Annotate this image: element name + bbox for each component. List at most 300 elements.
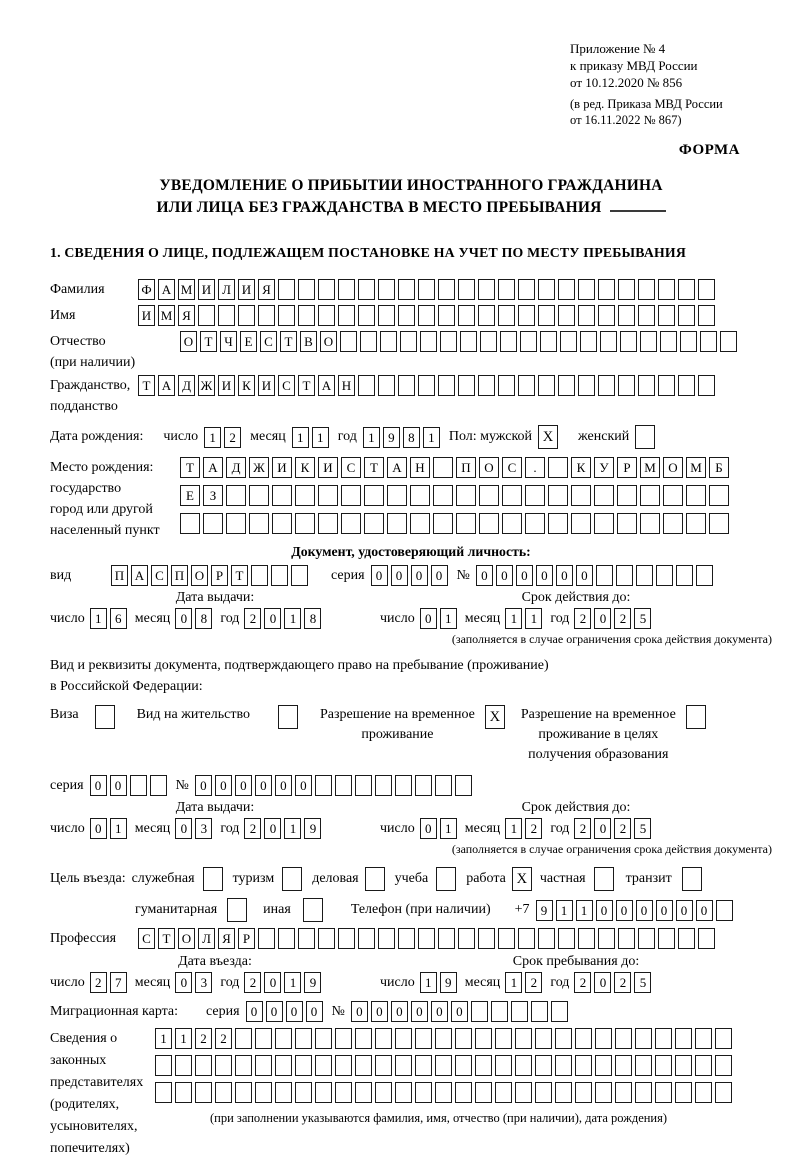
birthplace-cell[interactable]	[410, 485, 430, 506]
representatives-cell[interactable]	[615, 1082, 632, 1103]
citizenship-cell[interactable]	[538, 375, 555, 396]
birthplace-cell[interactable]	[433, 485, 453, 506]
profession-cell[interactable]	[298, 928, 315, 949]
phone-digit-cell[interactable]: 1	[556, 900, 573, 921]
migration-series-cell[interactable]: 0	[286, 1001, 303, 1022]
birthplace-cell[interactable]	[663, 513, 683, 534]
profession-cell[interactable]	[518, 928, 535, 949]
representatives-cell[interactable]	[455, 1028, 472, 1049]
birthplace-cell[interactable]: К	[571, 457, 591, 478]
representatives-cell[interactable]	[235, 1082, 252, 1103]
representatives-cell[interactable]	[275, 1055, 292, 1076]
patronymic-cell[interactable]: Т	[200, 331, 217, 352]
doc-kind-cell[interactable]: Р	[211, 565, 228, 586]
rvp-issue-day-cell[interactable]: 0	[90, 818, 107, 839]
representatives-cell[interactable]	[575, 1082, 592, 1103]
residence-number-cell[interactable]	[315, 775, 332, 796]
entry-date-year-cell[interactable]: 9	[304, 972, 321, 993]
rvp-issue-year-cell[interactable]: 9	[304, 818, 321, 839]
patronymic-cell[interactable]	[500, 331, 517, 352]
patronymic-cell[interactable]	[640, 331, 657, 352]
birthplace-cell[interactable]	[617, 485, 637, 506]
birthplace-cell[interactable]	[571, 485, 591, 506]
representatives-cell[interactable]	[375, 1055, 392, 1076]
profession-cell[interactable]	[378, 928, 395, 949]
representatives-cell[interactable]	[655, 1028, 672, 1049]
profession-cell[interactable]: Л	[198, 928, 215, 949]
rvp-issue-month-cell[interactable]: 0	[175, 818, 192, 839]
citizenship-cell[interactable]	[598, 375, 615, 396]
passport-issue-year-cell[interactable]: 8	[304, 608, 321, 629]
representatives-cell[interactable]	[695, 1028, 712, 1049]
representatives-cell[interactable]	[415, 1028, 432, 1049]
entry-date-month-cell[interactable]: 3	[195, 972, 212, 993]
surname-cell[interactable]	[478, 279, 495, 300]
residence-series-cell[interactable]	[150, 775, 167, 796]
migration-number-cell[interactable]: 0	[411, 1001, 428, 1022]
representatives-cell[interactable]	[655, 1055, 672, 1076]
firstname-cell[interactable]	[258, 305, 275, 326]
profession-cell[interactable]: О	[178, 928, 195, 949]
visa-checkbox[interactable]	[95, 705, 115, 729]
surname-cell[interactable]: Я	[258, 279, 275, 300]
birthplace-cell[interactable]	[456, 513, 476, 534]
representatives-cell[interactable]	[595, 1082, 612, 1103]
citizenship-cell[interactable]	[378, 375, 395, 396]
female-checkbox[interactable]	[635, 425, 655, 449]
profession-cell[interactable]	[338, 928, 355, 949]
citizenship-cell[interactable]: Н	[338, 375, 355, 396]
birthdate-day-cell[interactable]: 1	[204, 427, 221, 448]
representatives-cell[interactable]	[275, 1028, 292, 1049]
phone-digit-cell[interactable]: 0	[696, 900, 713, 921]
patronymic-cell[interactable]: О	[320, 331, 337, 352]
stay-until-day-cell[interactable]: 1	[420, 972, 437, 993]
residence-number-cell[interactable]: 0	[255, 775, 272, 796]
citizenship-cell[interactable]: К	[238, 375, 255, 396]
birthplace-cell[interactable]: Т	[180, 457, 200, 478]
birthplace-cell[interactable]	[709, 485, 729, 506]
firstname-cell[interactable]	[338, 305, 355, 326]
representatives-cell[interactable]	[295, 1082, 312, 1103]
birthplace-cell[interactable]: Р	[617, 457, 637, 478]
purpose-humanitarian-checkbox[interactable]	[227, 898, 247, 922]
firstname-cell[interactable]	[438, 305, 455, 326]
representatives-cell[interactable]	[255, 1055, 272, 1076]
patronymic-cell[interactable]: Е	[240, 331, 257, 352]
patronymic-cell[interactable]	[480, 331, 497, 352]
representatives-cell[interactable]	[155, 1082, 172, 1103]
citizenship-cell[interactable]	[698, 375, 715, 396]
representatives-cell[interactable]	[535, 1055, 552, 1076]
surname-cell[interactable]: Л	[218, 279, 235, 300]
firstname-cell[interactable]	[198, 305, 215, 326]
rvp-expiry-year-cell[interactable]: 5	[634, 818, 651, 839]
entry-date-day-cell[interactable]: 2	[90, 972, 107, 993]
firstname-cell[interactable]	[518, 305, 535, 326]
profession-cell[interactable]	[538, 928, 555, 949]
patronymic-cell[interactable]	[420, 331, 437, 352]
temp-residence-education-checkbox[interactable]	[686, 705, 706, 729]
firstname-cell[interactable]	[498, 305, 515, 326]
representatives-cell[interactable]	[515, 1082, 532, 1103]
representatives-cell[interactable]	[515, 1055, 532, 1076]
doc-number-cell[interactable]: 0	[516, 565, 533, 586]
representatives-cell[interactable]	[175, 1082, 192, 1103]
residence-permit-checkbox[interactable]	[278, 705, 298, 729]
migration-number-cell[interactable]	[471, 1001, 488, 1022]
birthplace-cell[interactable]	[663, 485, 683, 506]
citizenship-cell[interactable]: Т	[138, 375, 155, 396]
birthplace-cell[interactable]	[479, 513, 499, 534]
surname-cell[interactable]	[358, 279, 375, 300]
firstname-cell[interactable]	[418, 305, 435, 326]
phone-digit-cell[interactable]: 0	[676, 900, 693, 921]
stay-until-year-cell[interactable]: 5	[634, 972, 651, 993]
firstname-cell[interactable]	[618, 305, 635, 326]
birthplace-cell[interactable]	[686, 513, 706, 534]
representatives-cell[interactable]	[335, 1082, 352, 1103]
birthplace-cell[interactable]: А	[387, 457, 407, 478]
residence-number-cell[interactable]: 0	[235, 775, 252, 796]
firstname-cell[interactable]	[578, 305, 595, 326]
firstname-cell[interactable]	[558, 305, 575, 326]
representatives-cell[interactable]	[455, 1055, 472, 1076]
birthplace-cell[interactable]: М	[686, 457, 706, 478]
profession-cell[interactable]: Р	[238, 928, 255, 949]
representatives-cell[interactable]	[215, 1082, 232, 1103]
birthplace-cell[interactable]	[295, 513, 315, 534]
birthplace-cell[interactable]: З	[203, 485, 223, 506]
doc-number-cell[interactable]: 0	[476, 565, 493, 586]
purpose-tourism-checkbox[interactable]	[282, 867, 302, 891]
representatives-cell[interactable]	[515, 1028, 532, 1049]
firstname-cell[interactable]	[378, 305, 395, 326]
passport-expiry-month-cell[interactable]: 1	[505, 608, 522, 629]
birthdate-year-cell[interactable]: 8	[403, 427, 420, 448]
residence-series-cell[interactable]: 0	[110, 775, 127, 796]
patronymic-cell[interactable]: В	[300, 331, 317, 352]
birthplace-cell[interactable]	[502, 485, 522, 506]
firstname-cell[interactable]	[658, 305, 675, 326]
representatives-cell[interactable]	[495, 1055, 512, 1076]
birthplace-cell[interactable]: Ж	[249, 457, 269, 478]
birthplace-cell[interactable]	[433, 513, 453, 534]
surname-cell[interactable]	[578, 279, 595, 300]
representatives-cell[interactable]	[315, 1055, 332, 1076]
citizenship-cell[interactable]	[678, 375, 695, 396]
firstname-cell[interactable]: Я	[178, 305, 195, 326]
passport-issue-month-cell[interactable]: 8	[195, 608, 212, 629]
stay-until-month-cell[interactable]: 1	[505, 972, 522, 993]
doc-number-cell[interactable]	[656, 565, 673, 586]
passport-issue-year-cell[interactable]: 2	[244, 608, 261, 629]
stay-until-day-cell[interactable]: 9	[440, 972, 457, 993]
profession-cell[interactable]	[458, 928, 475, 949]
representatives-cell[interactable]	[655, 1082, 672, 1103]
profession-cell[interactable]	[358, 928, 375, 949]
doc-number-cell[interactable]	[616, 565, 633, 586]
birthplace-cell[interactable]: Н	[410, 457, 430, 478]
birthplace-cell[interactable]	[617, 513, 637, 534]
entry-date-year-cell[interactable]: 0	[264, 972, 281, 993]
birthplace-cell[interactable]	[456, 485, 476, 506]
residence-number-cell[interactable]	[435, 775, 452, 796]
purpose-official-checkbox[interactable]	[203, 867, 223, 891]
doc-kind-cell[interactable]: П	[171, 565, 188, 586]
firstname-cell[interactable]	[598, 305, 615, 326]
birthplace-cell[interactable]	[318, 513, 338, 534]
doc-series-cell[interactable]: 0	[411, 565, 428, 586]
representatives-cell[interactable]	[175, 1055, 192, 1076]
patronymic-cell[interactable]	[720, 331, 737, 352]
surname-cell[interactable]: И	[198, 279, 215, 300]
passport-expiry-day-cell[interactable]: 1	[440, 608, 457, 629]
rvp-issue-year-cell[interactable]: 2	[244, 818, 261, 839]
representatives-cell[interactable]	[255, 1028, 272, 1049]
representatives-cell[interactable]	[595, 1055, 612, 1076]
patronymic-cell[interactable]: О	[180, 331, 197, 352]
birthplace-cell[interactable]: С	[341, 457, 361, 478]
representatives-cell[interactable]	[395, 1055, 412, 1076]
migration-number-cell[interactable]: 0	[371, 1001, 388, 1022]
purpose-work-checkbox[interactable]: X	[512, 867, 532, 891]
birthplace-cell[interactable]	[180, 513, 200, 534]
doc-number-cell[interactable]: 0	[576, 565, 593, 586]
birthplace-cell[interactable]	[226, 513, 246, 534]
birthplace-cell[interactable]	[479, 485, 499, 506]
birthplace-cell[interactable]	[203, 513, 223, 534]
patronymic-cell[interactable]: С	[260, 331, 277, 352]
rvp-expiry-year-cell[interactable]: 2	[614, 818, 631, 839]
patronymic-cell[interactable]	[700, 331, 717, 352]
residence-series-cell[interactable]: 0	[90, 775, 107, 796]
firstname-cell[interactable]	[298, 305, 315, 326]
surname-cell[interactable]	[338, 279, 355, 300]
doc-kind-cell[interactable]	[251, 565, 268, 586]
migration-series-cell[interactable]: 0	[266, 1001, 283, 1022]
phone-digit-cell[interactable]: 0	[656, 900, 673, 921]
surname-cell[interactable]	[298, 279, 315, 300]
birthplace-cell[interactable]	[709, 513, 729, 534]
passport-expiry-year-cell[interactable]: 2	[574, 608, 591, 629]
phone-digit-cell[interactable]	[716, 900, 733, 921]
surname-cell[interactable]	[438, 279, 455, 300]
representatives-cell[interactable]	[375, 1028, 392, 1049]
representatives-cell[interactable]	[495, 1082, 512, 1103]
doc-kind-cell[interactable]: П	[111, 565, 128, 586]
entry-date-year-cell[interactable]: 2	[244, 972, 261, 993]
firstname-cell[interactable]	[478, 305, 495, 326]
profession-cell[interactable]	[638, 928, 655, 949]
firstname-cell[interactable]: М	[158, 305, 175, 326]
migration-number-cell[interactable]	[491, 1001, 508, 1022]
surname-cell[interactable]	[538, 279, 555, 300]
phone-digit-cell[interactable]: 0	[596, 900, 613, 921]
patronymic-cell[interactable]	[620, 331, 637, 352]
birthplace-cell[interactable]	[318, 485, 338, 506]
residence-number-cell[interactable]	[395, 775, 412, 796]
passport-issue-day-cell[interactable]: 1	[90, 608, 107, 629]
representatives-cell[interactable]	[335, 1028, 352, 1049]
birthplace-cell[interactable]	[640, 485, 660, 506]
representatives-cell[interactable]: 2	[215, 1028, 232, 1049]
birthplace-cell[interactable]	[525, 513, 545, 534]
male-checkbox[interactable]: X	[538, 425, 558, 449]
profession-cell[interactable]	[658, 928, 675, 949]
citizenship-cell[interactable]	[478, 375, 495, 396]
representatives-cell[interactable]	[195, 1055, 212, 1076]
profession-cell[interactable]	[498, 928, 515, 949]
surname-cell[interactable]: И	[238, 279, 255, 300]
citizenship-cell[interactable]	[358, 375, 375, 396]
purpose-transit-checkbox[interactable]	[682, 867, 702, 891]
entry-date-month-cell[interactable]: 0	[175, 972, 192, 993]
representatives-cell[interactable]	[415, 1055, 432, 1076]
representatives-cell[interactable]	[535, 1082, 552, 1103]
citizenship-cell[interactable]	[498, 375, 515, 396]
representatives-cell[interactable]	[435, 1082, 452, 1103]
citizenship-cell[interactable]	[418, 375, 435, 396]
patronymic-cell[interactable]	[660, 331, 677, 352]
representatives-cell[interactable]	[715, 1028, 732, 1049]
passport-expiry-year-cell[interactable]: 2	[614, 608, 631, 629]
birthplace-cell[interactable]	[341, 485, 361, 506]
doc-series-cell[interactable]: 0	[391, 565, 408, 586]
patronymic-cell[interactable]	[680, 331, 697, 352]
birthplace-cell[interactable]: П	[456, 457, 476, 478]
patronymic-cell[interactable]	[340, 331, 357, 352]
doc-number-cell[interactable]	[696, 565, 713, 586]
passport-expiry-month-cell[interactable]: 1	[525, 608, 542, 629]
birthplace-cell[interactable]	[594, 513, 614, 534]
residence-number-cell[interactable]: 0	[295, 775, 312, 796]
firstname-cell[interactable]	[678, 305, 695, 326]
representatives-cell[interactable]: 1	[155, 1028, 172, 1049]
representatives-cell[interactable]	[595, 1028, 612, 1049]
surname-cell[interactable]	[418, 279, 435, 300]
firstname-cell[interactable]	[278, 305, 295, 326]
profession-cell[interactable]	[618, 928, 635, 949]
patronymic-cell[interactable]: Ч	[220, 331, 237, 352]
migration-series-cell[interactable]: 0	[306, 1001, 323, 1022]
citizenship-cell[interactable]: С	[278, 375, 295, 396]
birthdate-month-cell[interactable]: 1	[292, 427, 309, 448]
representatives-cell[interactable]	[555, 1082, 572, 1103]
citizenship-cell[interactable]: А	[158, 375, 175, 396]
citizenship-cell[interactable]: И	[218, 375, 235, 396]
representatives-cell[interactable]	[415, 1082, 432, 1103]
profession-cell[interactable]	[398, 928, 415, 949]
representatives-cell[interactable]	[675, 1028, 692, 1049]
patronymic-cell[interactable]	[400, 331, 417, 352]
birthplace-cell[interactable]: Д	[226, 457, 246, 478]
profession-cell[interactable]: Т	[158, 928, 175, 949]
birthplace-cell[interactable]: Е	[180, 485, 200, 506]
birthplace-cell[interactable]: И	[318, 457, 338, 478]
birthplace-cell[interactable]: Т	[364, 457, 384, 478]
firstname-cell[interactable]	[218, 305, 235, 326]
representatives-cell[interactable]	[295, 1055, 312, 1076]
passport-issue-month-cell[interactable]: 0	[175, 608, 192, 629]
representatives-cell[interactable]	[635, 1055, 652, 1076]
representatives-cell[interactable]	[615, 1028, 632, 1049]
citizenship-cell[interactable]: Д	[178, 375, 195, 396]
representatives-cell[interactable]	[555, 1055, 572, 1076]
profession-cell[interactable]	[258, 928, 275, 949]
birthdate-year-cell[interactable]: 1	[423, 427, 440, 448]
firstname-cell[interactable]: И	[138, 305, 155, 326]
representatives-cell[interactable]	[575, 1055, 592, 1076]
citizenship-cell[interactable]	[558, 375, 575, 396]
patronymic-cell[interactable]	[540, 331, 557, 352]
passport-expiry-year-cell[interactable]: 5	[634, 608, 651, 629]
birthplace-cell[interactable]	[686, 485, 706, 506]
representatives-cell[interactable]	[495, 1028, 512, 1049]
citizenship-cell[interactable]	[458, 375, 475, 396]
residence-number-cell[interactable]: 0	[195, 775, 212, 796]
birthplace-cell[interactable]: У	[594, 457, 614, 478]
birthplace-cell[interactable]	[571, 513, 591, 534]
representatives-cell[interactable]	[555, 1028, 572, 1049]
doc-kind-cell[interactable]: Т	[231, 565, 248, 586]
migration-number-cell[interactable]: 0	[431, 1001, 448, 1022]
firstname-cell[interactable]	[638, 305, 655, 326]
birthplace-cell[interactable]: С	[502, 457, 522, 478]
profession-cell[interactable]	[578, 928, 595, 949]
representatives-cell[interactable]	[575, 1028, 592, 1049]
birthplace-cell[interactable]	[640, 513, 660, 534]
birthdate-month-cell[interactable]: 1	[312, 427, 329, 448]
residence-series-cell[interactable]	[130, 775, 147, 796]
firstname-cell[interactable]	[238, 305, 255, 326]
citizenship-cell[interactable]	[618, 375, 635, 396]
passport-issue-year-cell[interactable]: 1	[284, 608, 301, 629]
migration-number-cell[interactable]: 0	[391, 1001, 408, 1022]
residence-number-cell[interactable]	[415, 775, 432, 796]
representatives-cell[interactable]	[675, 1082, 692, 1103]
birthplace-cell[interactable]: Б	[709, 457, 729, 478]
profession-cell[interactable]	[418, 928, 435, 949]
representatives-cell[interactable]	[695, 1082, 712, 1103]
representatives-cell[interactable]	[615, 1055, 632, 1076]
doc-kind-cell[interactable]	[291, 565, 308, 586]
representatives-cell[interactable]	[215, 1055, 232, 1076]
representatives-cell[interactable]	[395, 1082, 412, 1103]
representatives-cell[interactable]	[635, 1082, 652, 1103]
birthplace-cell[interactable]	[341, 513, 361, 534]
migration-number-cell[interactable]: 0	[451, 1001, 468, 1022]
doc-kind-cell[interactable]: С	[151, 565, 168, 586]
representatives-cell[interactable]	[275, 1082, 292, 1103]
doc-number-cell[interactable]	[636, 565, 653, 586]
birthplace-cell[interactable]	[272, 513, 292, 534]
citizenship-cell[interactable]	[578, 375, 595, 396]
doc-number-cell[interactable]	[596, 565, 613, 586]
surname-cell[interactable]: Ф	[138, 279, 155, 300]
birthplace-cell[interactable]	[364, 513, 384, 534]
patronymic-cell[interactable]	[380, 331, 397, 352]
purpose-business-checkbox[interactable]	[365, 867, 385, 891]
purpose-private-checkbox[interactable]	[594, 867, 614, 891]
rvp-expiry-year-cell[interactable]: 2	[574, 818, 591, 839]
phone-digit-cell[interactable]: 0	[616, 900, 633, 921]
representatives-cell[interactable]	[335, 1055, 352, 1076]
birthplace-cell[interactable]	[548, 485, 568, 506]
surname-cell[interactable]	[398, 279, 415, 300]
profession-cell[interactable]	[318, 928, 335, 949]
representatives-cell[interactable]	[355, 1082, 372, 1103]
